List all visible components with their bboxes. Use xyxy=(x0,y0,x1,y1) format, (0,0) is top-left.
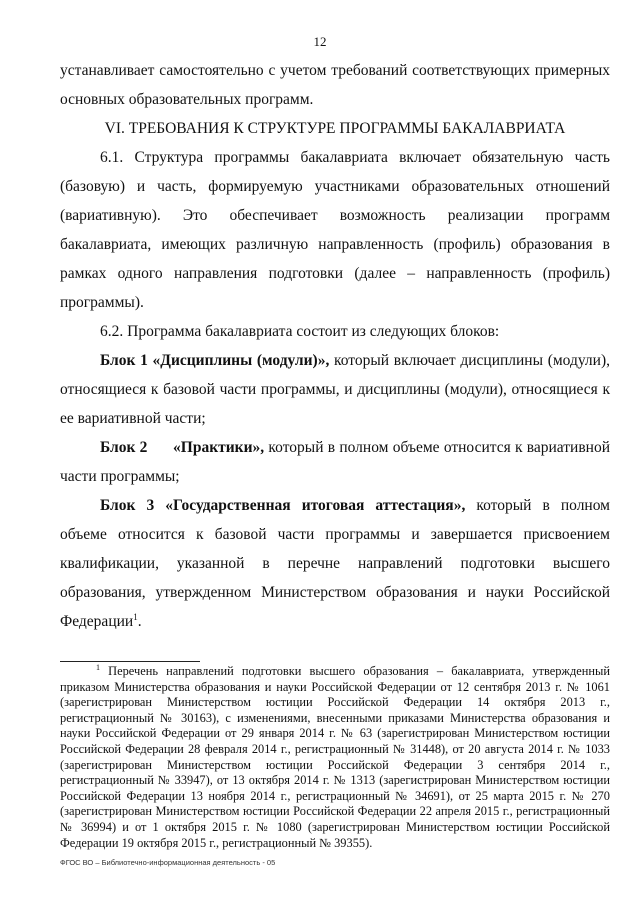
footnote-text: Перечень направлений подготовки высшего образования – бакалавриата, утвержденный приказом Министерства образования и науки Российской Федерации от 12 сентября 2013 г. № 1061 (зарегистрирован Министерством юстиции Российской Федерации 14 октября 2013 г., регистрационный № 30163), с изменениями, внесенными приказами Министерства образования и науки Российской Федерации от 29 января 2014 г. № 63 (зарегистрирован Министерством юстиции Российской Федерации 28 февраля 2014 г., регистрационный № 31448), от 20 августа 2014 г. № 1033 (зарегистрирован Министерством юстиции Российской Федерации 3 сентября 2014 г., регистрационный № 33947), от 13 октября 2014 г. № 1313 (зарегистрирован Министерством юстиции Российской Федерации 13 ноября 2014 г., регистрационный № 34691), от 25 марта 2015 г. № 270 (зарегистрирован Министерством юстиции Российской Федерации 22 апреля 2015 г., регистрационный № 36994) и от 1 октября 2015 г. № 1080 (зарегистрирован Министерством юстиции Российской Федерации 19 октября 2015 г., регистрационный № 39355). xyxy=(60,664,610,850)
paragraph-6-1: 6.1. Структура программы бакалавриата включает обязательную часть (базовую) и часть, формируемую участниками образовательных отношений (вариативную). Это обеспечивает возможность реализации программ бакалавриата, имеющих различную направленность (профиль) образования в рамках одного направления подготовки (далее – направленность (профиль) программы). xyxy=(60,149,610,311)
block-1-text: который включает дисциплины (модули), относящиеся к базовой части программы, и дисциплины (модули), относящиеся к ее вариативной части; xyxy=(60,352,610,427)
block-2-paragraph xyxy=(60,433,610,491)
section-heading: VI. ТРЕБОВАНИЯ К СТРУКТУРЕ ПРОГРАММЫ БАКАЛАВРИАТА xyxy=(104,120,566,137)
block-1-paragraph xyxy=(60,346,610,433)
paragraph-6-2: 6.2. Программа бакалавриата состоит из следующих блоков: xyxy=(100,323,500,340)
block-3-label: Блок 3 «Государственная итоговая аттестация», xyxy=(100,497,466,514)
footnote-divider xyxy=(60,661,200,662)
footnote-mark: 1 xyxy=(96,662,100,672)
block-3-paragraph xyxy=(60,491,610,636)
footer-label: ФГОС ВО – Библиотечно-информационная деятельность - 05 xyxy=(60,858,276,867)
footnote xyxy=(60,664,610,851)
document-body xyxy=(60,56,610,636)
block-3-text: который в полном объеме относится к базовой части программы и завершается присвоением квалификации, указанной в перечне направлений подготовки высшего образования, утвержденном Министерством образования и науки Российской Федерации xyxy=(60,497,610,630)
continuation-paragraph: устанавливает самостоятельно с учетом требований соответствующих примерных основных образовательных программ. xyxy=(60,62,610,108)
footnote-paragraph xyxy=(60,664,610,851)
block-2-text: который в полном объеме относится к вариативной части программы; xyxy=(60,439,611,485)
footnote-reference: 1 xyxy=(133,611,138,622)
block-2-label: Блок 2 xyxy=(100,439,148,456)
block-3-end: . xyxy=(137,613,142,630)
block-1-label: Блок 1 «Дисциплины (модули)», xyxy=(100,352,330,369)
block-2-name: «Практики», xyxy=(173,439,265,456)
page-number: 12 xyxy=(313,34,327,49)
